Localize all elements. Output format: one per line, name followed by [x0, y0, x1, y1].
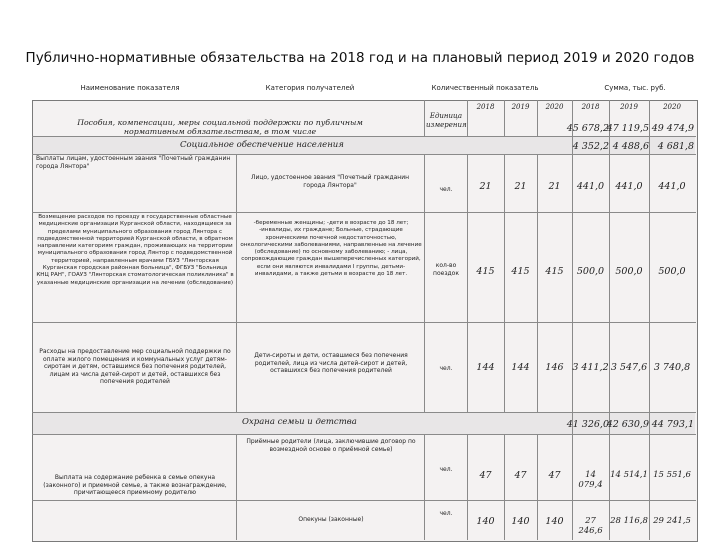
- summary-label: Пособия, компенсации, меры социальной поддержки по публичным нормативным обязательствам, в том числе: [77, 118, 363, 136]
- row5-unit: чел.: [439, 510, 453, 517]
- row4-sum-2019: 14 514,1: [610, 470, 648, 480]
- row1-unit: чел.: [439, 186, 453, 193]
- row4-qty-2019: 47: [514, 470, 527, 481]
- row3-qty-2018: 144: [476, 362, 495, 373]
- row4-sum-2018: 14 079,4: [578, 470, 603, 490]
- section2-total-2020: 44 793,1: [651, 419, 694, 430]
- row5-qty-2020: 140: [545, 516, 564, 527]
- qty-year-2018: 2018: [476, 103, 495, 111]
- header-unit: Единица измерения: [426, 112, 467, 129]
- row4-sum-2020: 15 551,6: [653, 470, 691, 480]
- page-title: Публично-нормативные обязательства на 2018 год и на плановый период 2019 и 2020 годов: [25, 50, 695, 66]
- summary-total-2019: 47 119,5: [606, 123, 649, 134]
- row2-sum-2018: 500,0: [576, 266, 605, 277]
- sum-year-2020: 2020: [663, 103, 681, 111]
- section1-total-2018: 4 352,2: [572, 141, 609, 152]
- row3-category: Дети-сироты и дети, оставшиеся без попечения родителей, лица из числа детей-сирот и детей, оставшихся без попечения родителей: [254, 352, 408, 375]
- row1-sum-2018: 441,0: [576, 181, 605, 192]
- row1-name: Выплаты лицам, удостоенным звания "Почетный гражданин города Лянтора": [36, 155, 231, 170]
- row3-sum-2019: 3 547,6: [610, 362, 648, 373]
- header-name: Наименование показателя: [80, 84, 180, 92]
- row4-unit: чел.: [439, 466, 453, 473]
- row1-sum-2020: 441,0: [658, 181, 686, 192]
- header-quantity: Количественный показатель: [431, 84, 539, 92]
- row4-name: Выплата на содержание ребенка в семье опекуна (законного) и приемной семье, а также вознаграждение, причитающееся приемному родителю: [43, 474, 227, 497]
- row4-category: Приёмные родители (лица, заключившие договор по возмездной основе о приёмной семье): [246, 438, 416, 453]
- header-sum: Сумма, тыс. руб.: [604, 84, 666, 92]
- qty-year-2020: 2020: [545, 103, 564, 111]
- row2-sum-2020: 500,0: [658, 266, 686, 277]
- row2-qty-2019: 415: [511, 266, 530, 277]
- row5-sum-2018: 27 246,6: [578, 516, 603, 536]
- row1-qty-2018: 21: [479, 181, 492, 192]
- sum-year-2019: 2019: [620, 103, 638, 111]
- row3-qty-2020: 146: [545, 362, 564, 373]
- header-category: Категория получателей: [265, 84, 355, 92]
- row4-qty-2020: 47: [548, 470, 561, 481]
- qty-year-2019: 2019: [511, 103, 530, 111]
- row3-sum-2018: 3 411,2: [572, 362, 609, 373]
- summary-total-2018: 45 678,2: [566, 123, 609, 134]
- row3-name: Расходы на предоставление мер социальной поддержки по оплате жилого помещения и коммунальных услуг детям-сиротам и детям, оставшимся без попечения родителей, лицам из числа детей-сирот и детей, оставшихся без попечения родителей: [39, 348, 231, 386]
- section-title-social: Социальное обеспечение населения: [180, 140, 344, 150]
- section2-total-2019: 42 630,9: [606, 419, 649, 430]
- row2-name: Возмещение расходов по проезду в государственные областные медицинские организации Курганской области, находящиеся за пределами муниципального образования город Лянтора с подведомственной территорией Курганской области, в обратном направлении категориям граждан, проживающих на территории муниципального образования город Лянтор с подведомственной территорией, направленным врачами ГБУЗ "Лянторская Курганская городская районная больница", ФГБУЗ "Больница КНЦ РАН", ГОАУЗ "Лянторская стоматологическая поликлиника" в указанные медицинские организации на лечение (обследование): [36, 214, 234, 286]
- row2-category: -беременные женщины; -дети в возрасте до 18 лет; -инвалиды, их граждане; Больные, страдающие хроническими почечной недостаточностью, онкологическими заболеваниями, направленные на лечение (обследование) по основному заболеванию; - лица, сопровождающие граждан вышеперечисленных категорий, если они являются инвалидами I группы, детьми-инвалидами, а также детьми в возрасте до 18 лет.: [240, 220, 422, 278]
- row3-sum-2020: 3 740,8: [653, 362, 691, 373]
- section2-total-2018: 41 326,0: [566, 419, 609, 430]
- row2-sum-2019: 500,0: [615, 266, 643, 277]
- row1-category: Лицо, удостоенное звания "Почетный гражданин города Лянтора": [250, 174, 410, 189]
- section1-total-2019: 4 488,6: [612, 141, 649, 152]
- section-title-family: Охрана семьи и детства: [242, 417, 357, 427]
- row1-qty-2019: 21: [514, 181, 527, 192]
- summary-total-2020: 49 474,9: [651, 123, 694, 134]
- row1-qty-2020: 21: [548, 181, 561, 192]
- row5-qty-2018: 140: [476, 516, 495, 527]
- row2-qty-2018: 415: [476, 266, 495, 277]
- row2-qty-2020: 415: [545, 266, 564, 277]
- row5-qty-2019: 140: [511, 516, 530, 527]
- row1-sum-2019: 441,0: [615, 181, 643, 192]
- row2-unit: кол-во поездок: [433, 262, 459, 277]
- row5-sum-2020: 29 241,5: [653, 516, 691, 526]
- sum-year-2018: 2018: [581, 103, 600, 111]
- row4-qty-2018: 47: [479, 470, 492, 481]
- section1-total-2020: 4 681,8: [657, 141, 694, 152]
- row3-qty-2019: 144: [511, 362, 530, 373]
- row3-unit: чел.: [439, 365, 453, 372]
- row5-category: Опекуны (законные): [298, 516, 364, 523]
- row5-sum-2019: 28 116,8: [610, 516, 648, 526]
